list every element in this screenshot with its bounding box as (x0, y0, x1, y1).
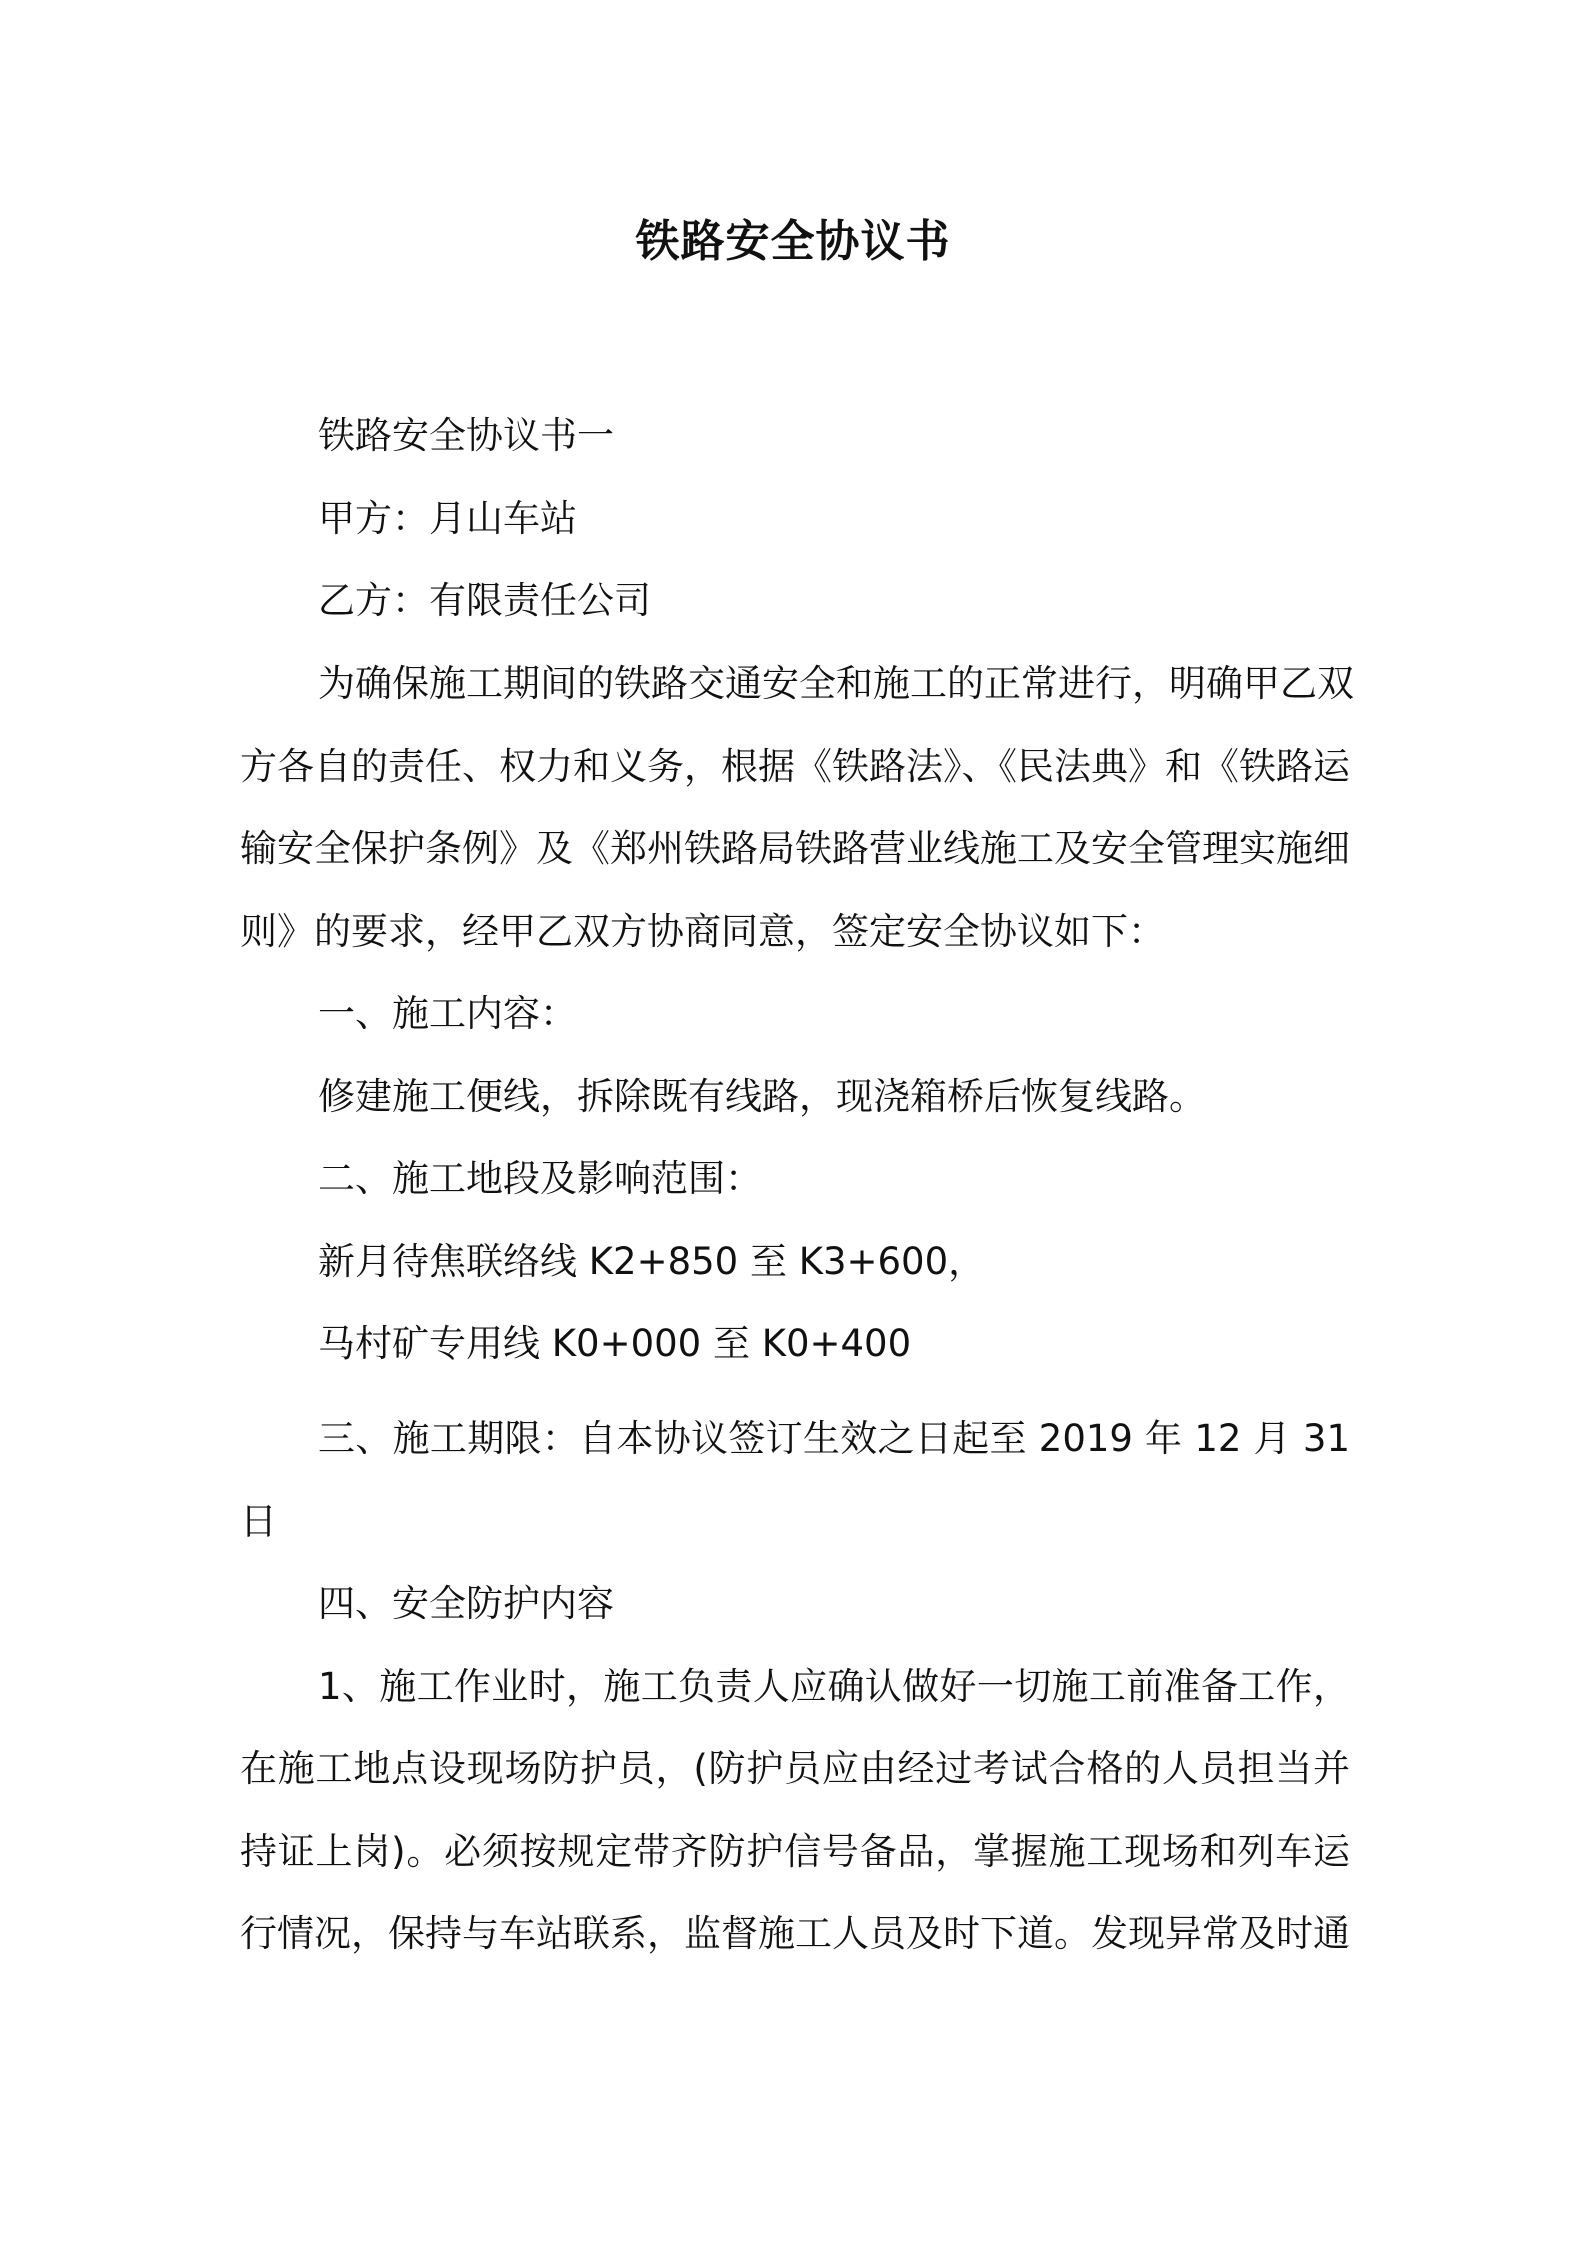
document-title: 铁路安全协议书 (635, 216, 951, 267)
section-heading: 四、安全防护内容 (318, 1582, 614, 1625)
paragraph-line: 在施工地点设现场防护员，(防护员应由经过考试合格的人员担当并 (240, 1747, 1350, 1790)
paragraph-line: 方各自的责任、权力和义务，根据《铁路法》、《民法典》和《铁路运 (240, 745, 1350, 788)
paragraph-line: 行情况，保持与车站联系，监督施工人员及时下道。发现异常及时通 (240, 1912, 1350, 1955)
paragraph-line: 为确保施工期间的铁路交通安全和施工的正常进行，明确甲乙双 (318, 662, 1354, 705)
section-body-line: 马村矿专用线 K0+000 至 K0+400 (318, 1322, 912, 1365)
section-heading: 二、施工地段及影响范围： (318, 1157, 762, 1200)
paragraph-line: 持证上岗)。必须按规定带齐防护信号备品，掌握施工现场和列车运 (240, 1830, 1350, 1873)
paragraph-line: 输安全保护条例》及《郑州铁路局铁路营业线施工及安全管理实施细 (240, 827, 1350, 870)
subtitle-line: 铁路安全协议书一 (318, 414, 614, 457)
section-body-line: 修建施工便线，拆除既有线路，现浇箱桥后恢复线路。 (318, 1075, 1206, 1118)
paragraph-line: 1、施工作业时，施工负责人应确认做好一切施工前准备工作， (318, 1665, 1350, 1708)
section-body-line: 新月待焦联络线 K2+850 至 K3+600， (318, 1240, 986, 1283)
paragraph-line: 则》的要求，经甲乙双方协商同意，签定安全协议如下： (240, 910, 1165, 953)
party-a-line: 甲方：月山车站 (318, 497, 577, 540)
section-body-line: 日 (240, 1500, 277, 1543)
party-b-line: 乙方：有限责任公司 (318, 579, 651, 622)
section-heading: 三、施工期限：自本协议签订生效之日起至 2019 年 12 月 31 (318, 1417, 1350, 1460)
section-heading: 一、施工内容： (318, 992, 577, 1035)
